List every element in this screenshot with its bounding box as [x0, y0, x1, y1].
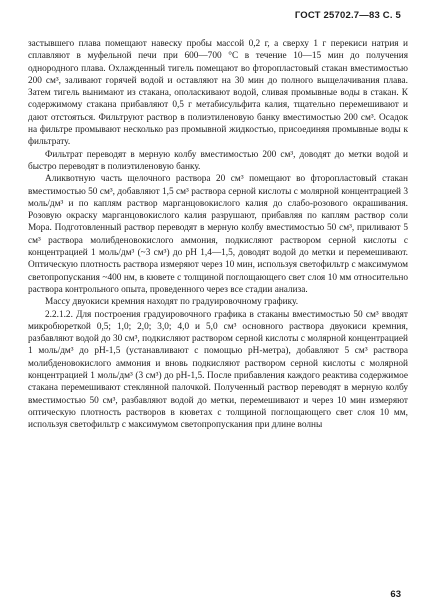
paragraph-mass-determination: Массу двуокиси кремния находят по градуировочному графику. [45, 297, 299, 308]
paragraph-aliquot-analysis: Аликвотную часть щелочного раствора 20 см³ помещают во фторопластовый стакан вместимостью 50 см³, добавляют 1,5 см³ раствора серной кислоты с молярной концентрацией 3 моль/дм³ и по каплям раствор марганцовокислого калия до слабо-розового окрашивания. Розовую окраску марганцовокислого калия разрушают, прибавляя по каплям раствор соли Мора. Подготовленный раствор переводят в мерную колбу вместимостью 50 см³, приливают 5 см³ раствора молибденовокислого аммония, подкисляют раствором серной кислоты с концентрацией 1 моль/дм³ (~3 см³) до рН 1,4—1,5, доводят водой до метки и перемешивают. Оптическую плотность раствора измеряют через 10 мин, используя светофильтр с максимумом светопропускания ~400 нм, в кювете с толщиной поглощающего свет слоя 10 мм относительно раствора контрольного опыта, проведенного через все стадии анализа. [28, 174, 408, 295]
body-text [28, 38, 408, 432]
running-header: ГОСТ 25702.7—83 С. 5 [294, 10, 401, 21]
paragraph-filtrate-transfer: Фильтрат переводят в мерную колбу вместимостью 200 см³, доводят до метки водой и быстро переводят в полиэтиленовую банку. [28, 149, 408, 172]
paragraph-fusion-procedure: застывшего плава помещают навеску пробы массой 0,2 г, а сверху 1 г перекиси натрия и сплавляют в муфельной печи при 600—700 °С в течение 10—15 мин до получения однородного плава. Охлажденный тигель помещают во фторопластовый стакан вместимостью 200 см³, заливают горячей водой и оставляют на 30 мин до полного выщелачивания плава. Затем тигель вынимают из стакана, ополаскивают водой, сливая промывные воды в стакан. К содержимому стакана прибавляют 0,5 г метабисульфита калия, тщательно перемешивают и дают отстояться. Фильтруют раствор в полиэтиленовую банку вместимостью 200 см³. Осадок на фильтре промывают несколько раз промывной жидкостью, присоединяя промывные воды к фильтрату. [28, 39, 408, 148]
page-number: 63 [390, 589, 401, 600]
paragraph-calibration-graph: 2.2.1.2. Для построения градуировочного графика в стаканы вместимостью 50 см³ вводят микробюреткой 0,5; 1,0; 2,0; 3,0; 4,0 и 5,0 см³ основного раствора двуокиси кремния, разбавляют водой до 30 см³, подкисляют раствором серной кислоты с молярной концентрацией 1 моль/дм³ до рН-1,5 (устанавливают с помощью рН-метра), добавляют 5 см³ раствора молибденовокислого аммония и вновь подкисляют раствором серной кислоты с молярной концентрацией 1 моль/дм³ (3 см³) до рН-1,5. После прибавления каждого реактива содержимое стакана перемешивают стеклянной палочкой. Полученный раствор переводят в мерную колбу вместимостью 50 см³, разбавляют водой до метки, перемешивают и через 10 мин измеряют оптическую плотность растворов в кюветах с толщиной поглощающего свет слоя 10 мм, используя светофильтр с максимумом светопропускания при длине волны [28, 309, 408, 431]
